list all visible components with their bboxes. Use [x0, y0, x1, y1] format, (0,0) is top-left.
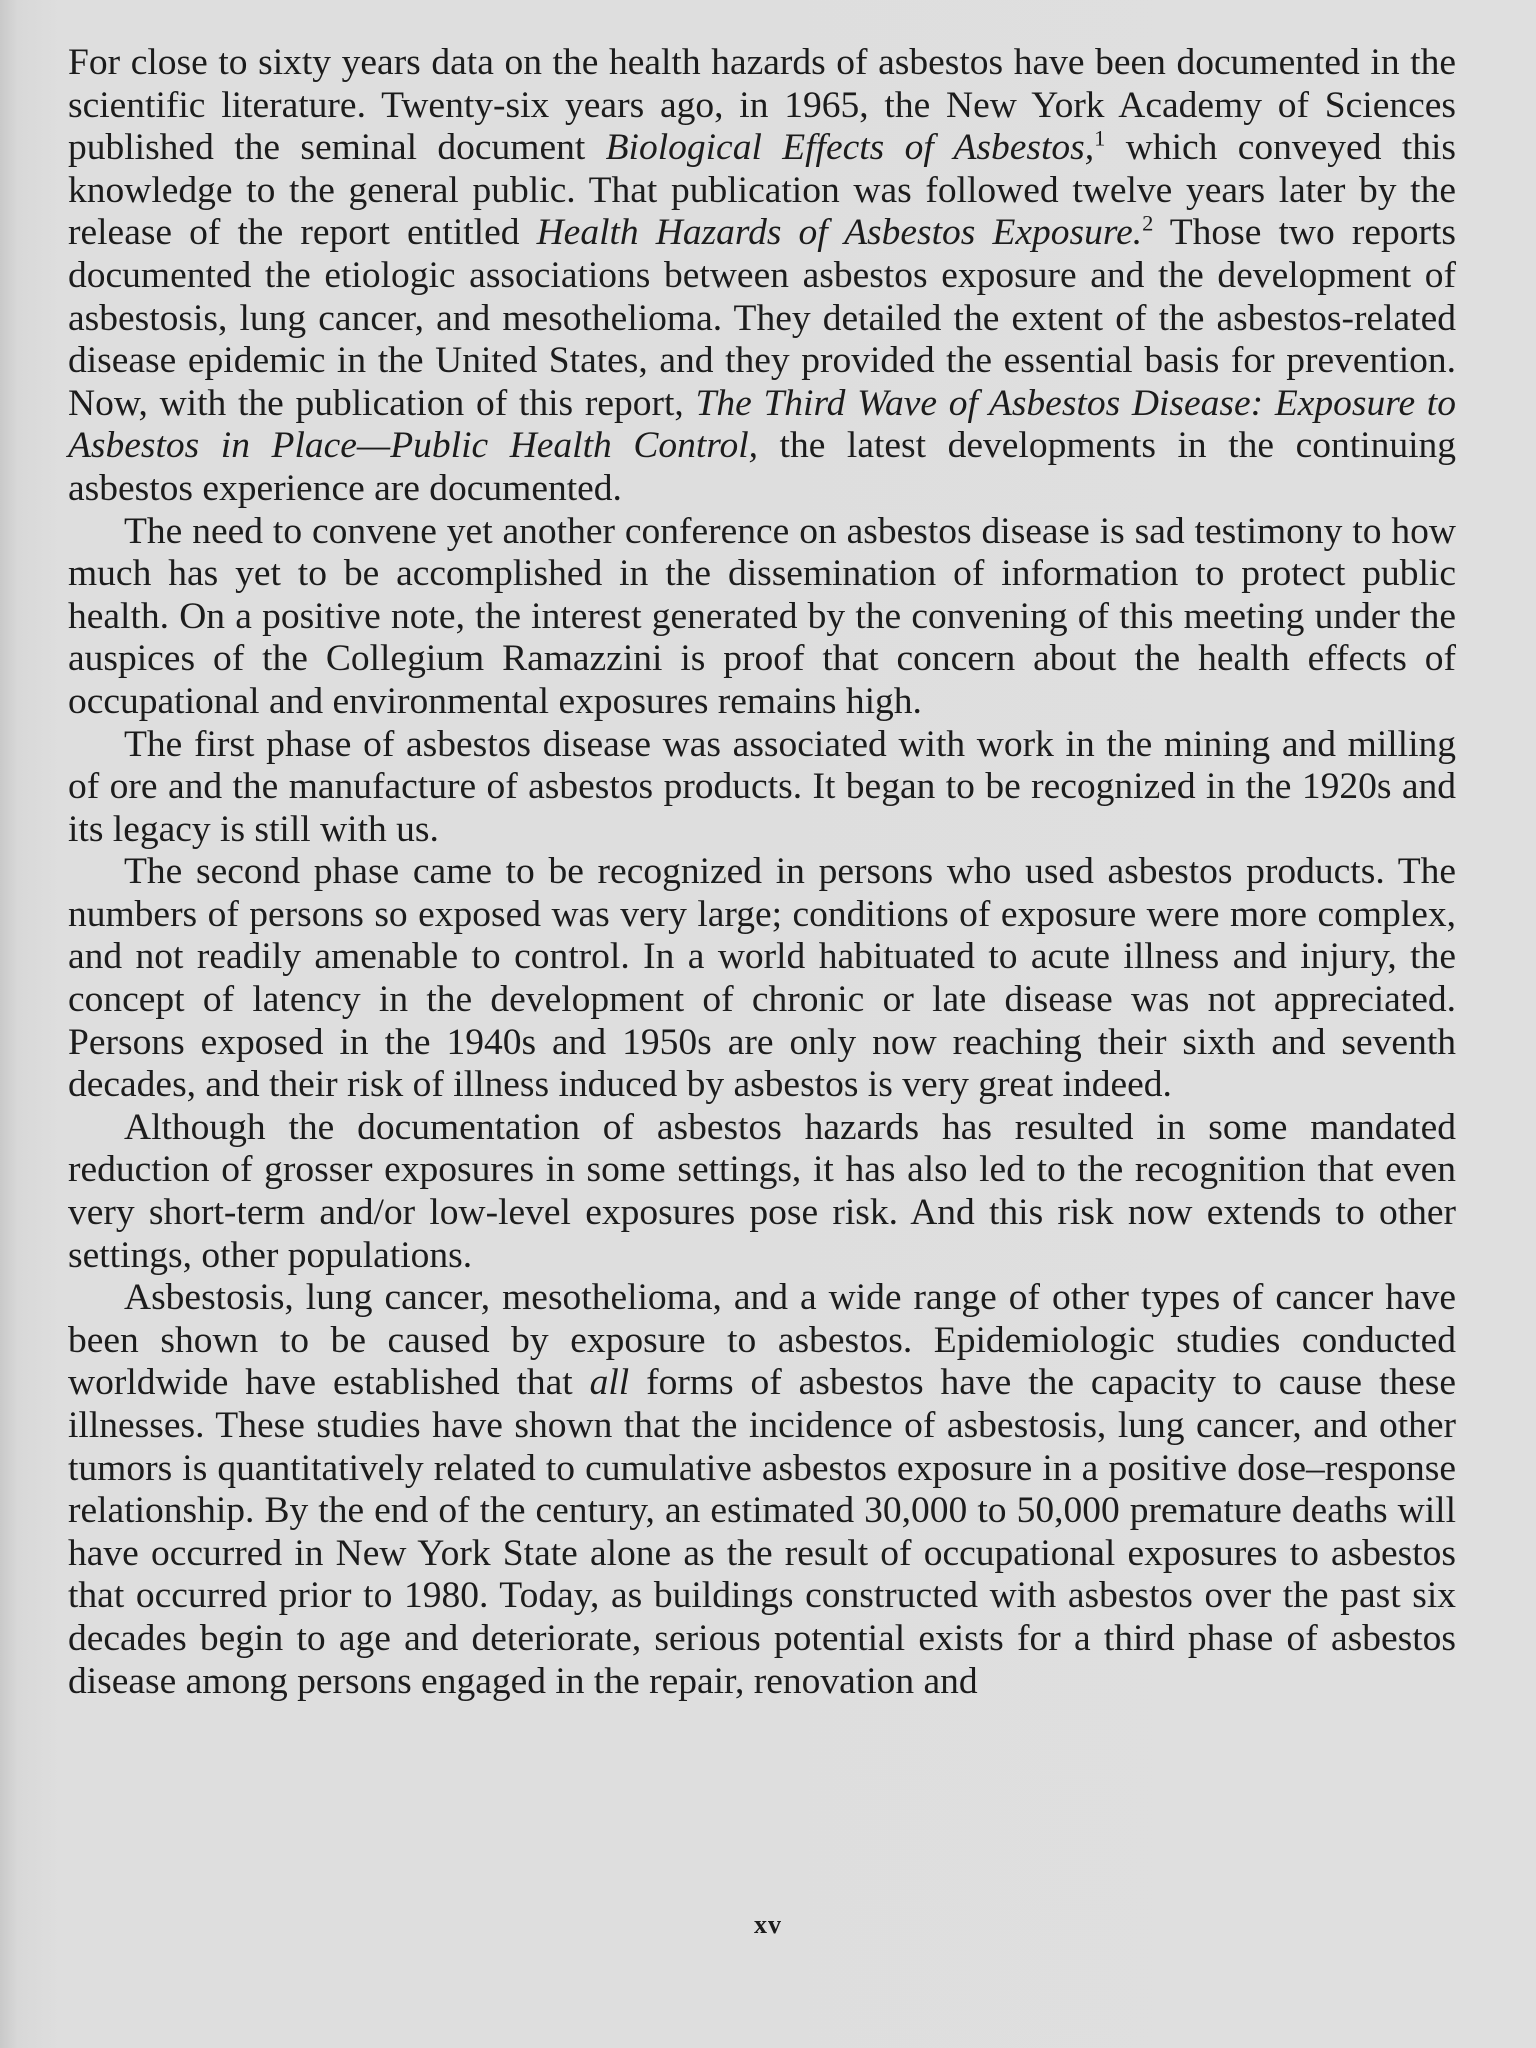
page-number: xv	[754, 1910, 782, 1939]
paragraph-1	[68, 42, 1456, 511]
paragraph-1-text: which conveyed this knowledge to the general public. That publication was followed twelve years later by the release of the report entitled	[68, 127, 1457, 254]
paragraph-2-text: The need to convene yet another conference on asbestos disease is sad testimony to how much has yet to be accomplished in the dissemination of information to protect public health. On a positive note, the interest generated by the convening of this meeting under the auspices of the Collegium Ramazzini is proof that concern about the health effects of occupational and environmental exposures remains high.	[68, 510, 1456, 722]
paragraph-6-text: forms of asbestos have the capacity to cause these illnesses. These studies have shown that the incidence of asbestosis, lung cancer, and other tumors is quantitatively related to cumulative asbestos exposure in a positive dose–response relationship. By the end of the century, an estimated 30,000 to 50,000 premature deaths will have occurred in New York State alone as the result of occupational exposures to asbestos that occurred prior to 1980. Today, as buildings constructed with asbestos over the past six decades begin to age and deteriorate, serious potential exists for a third phase of asbestos disease among persons engaged in the repair, renovation and	[68, 1362, 1457, 1702]
paragraph-1-text: Those two reports documented the etiologic associations between asbestos exposure and the development of asbestosis, lung cancer, and mesothelioma. They detailed the extent of the asbestos-related disease epidemic in the United States, and they provided the essential basis for prevention. Now, with the publication of this report,	[68, 212, 1456, 424]
paragraph-4-text: The second phase came to be recognized in persons who used asbestos products. The numbers of persons so exposed was very large; conditions of exposure were more complex, and not readily amenable to control. In a world habituated to acute illness and injury, the concept of latency in the development of chronic or late disease was not appreciated. Persons exposed in the 1940s and 1950s are only now reaching their sixth and seventh decades, and their risk of illness induced by asbestos is very great indeed.	[68, 851, 1456, 1106]
footnote-marker-2: 2	[1142, 210, 1154, 236]
citation-title-health-hazards: Health Hazards of Asbestos Exposure.	[536, 212, 1143, 254]
citation-title-third-wave: The Third Wave of Asbestos Disease: Exposure to Asbestos in Place—Public Health Control,	[68, 382, 1456, 467]
body-text	[68, 42, 1456, 1703]
footnote-marker-1: 1	[1094, 125, 1106, 151]
paragraph-6-text: Asbestosis, lung cancer, mesothelioma, and a wide range of other types of cancer have been shown to be caused by exposure to asbestos. Epidemiologic studies conducted worldwide have established that	[68, 1277, 1456, 1404]
paragraph-4	[68, 851, 1456, 1107]
emphasis-all: all	[589, 1362, 630, 1404]
paragraph-1-text: the latest developments in the continuing asbestos experience are documented.	[68, 425, 1456, 509]
citation-title-biological-effects: Biological Effects of Asbestos,	[605, 127, 1095, 169]
paragraph-2	[68, 511, 1456, 724]
paragraph-5	[68, 1107, 1456, 1277]
paragraph-3-text: The first phase of asbestos disease was associated with work in the mining and milling of ore and the manufacture of asbestos products. It began to be recognized in the 1920s and its legacy is still with us.	[68, 723, 1456, 850]
paragraph-1-text: For close to sixty years data on the health hazards of asbestos have been documented in the scientific literature. Twenty-six years ago, in 1965, the New York Academy of Sciences published the seminal document	[68, 42, 1456, 169]
paragraph-6	[68, 1277, 1456, 1703]
paragraph-5-text: Although the documentation of asbestos hazards has resulted in some mandated reduction of grosser exposures in some settings, it has also led to the recognition that even very short-term and/or low-level exposures pose risk. And this risk now extends to other settings, other populations.	[68, 1106, 1456, 1276]
paragraph-3	[68, 724, 1456, 852]
